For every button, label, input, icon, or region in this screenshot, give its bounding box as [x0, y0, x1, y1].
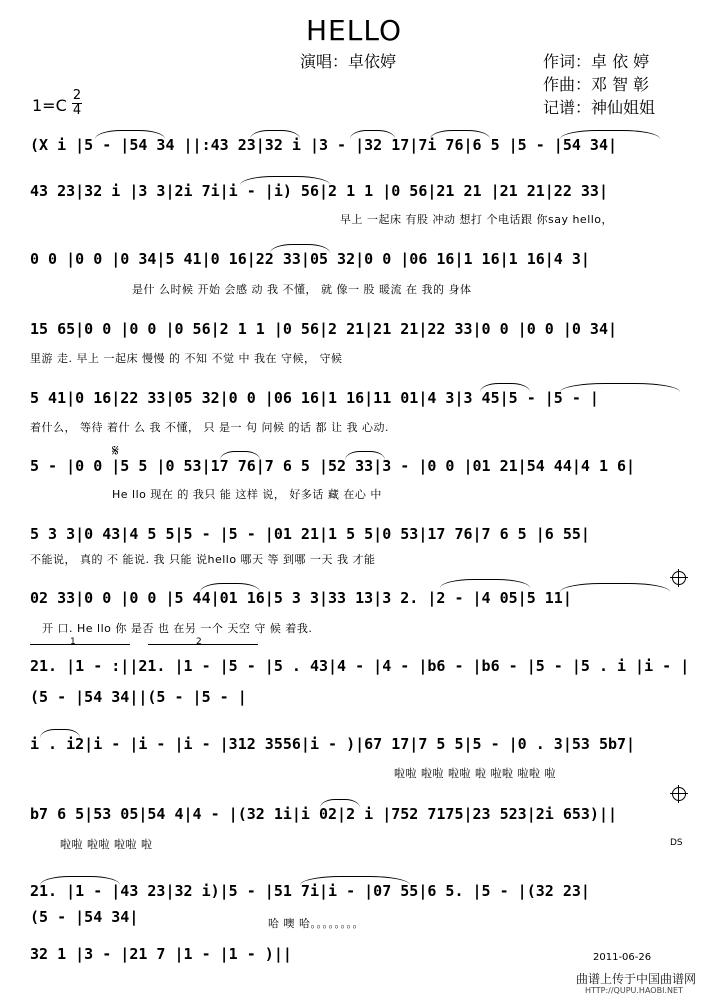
segno-mark: 𝄋 [112, 441, 119, 460]
slur-arc [300, 876, 410, 885]
slur-arc [430, 130, 490, 139]
lyricist-credit: 作词：卓 依 婷 [543, 52, 650, 71]
score-line-10: i . i2|i - |i - |i - |312 3556|i - )|67 17|7 5 5|5 - |0 . 3|53 5b7| [30, 735, 636, 753]
score-line-2: 43 23|32 i |3 3|2i 7i|i - |i) 56|2 1 1 |0 56|21 21 |21 21|22 33| [30, 182, 608, 200]
date-stamp: 2011-06-26 [593, 952, 652, 963]
slur-arc [220, 451, 260, 460]
score-line-5: 5 41|0 16|22 33|05 32|0 0 |06 16|1 16|11 01|4 3|3 45|5 - |5 - | [30, 389, 599, 407]
site-credit: 曲谱上传于中国曲谱网 [576, 972, 697, 986]
transcriber-credit: 记谱：神仙姐姐 [543, 98, 656, 117]
slur-arc [40, 729, 80, 738]
score-line-7: 5 3 3|0 43|4 5 5|5 - |5 - |01 21|1 5 5|0 53|17 76|7 6 5 |6 55| [30, 525, 590, 543]
ds-mark: DS [670, 838, 683, 848]
lyric-line-4: 里游 走. 早上 一起床 慢慢 的 不知 不觉 中 我在 守候， 守候 [30, 352, 343, 365]
meter-bottom: 4 [72, 103, 82, 118]
lyric-line-3: 是什 么时候 开始 会感 动 我 不懂， 就 像一 股 暖流 在 我的 身体 [132, 283, 472, 296]
time-signature [72, 90, 82, 117]
lyric-line-5: 着什么， 等待 着什 么 我 不懂， 只 是一 句 问候 的话 都 让 我 心动. [30, 421, 389, 434]
credits-block [543, 50, 655, 119]
slur-arc [350, 130, 395, 139]
score-line-12-lower: (5 - |54 34| [30, 908, 139, 926]
score-line-9: 21. |1 - :||21. |1 - |5 - |5 . 43|4 - |4 - |b6 - |b6 - |5 - |5 . i |i - | [30, 657, 690, 675]
volta-2-bracket [148, 644, 258, 645]
slur-arc [560, 583, 670, 592]
slur-arc [240, 176, 330, 185]
slur-arc [200, 583, 260, 592]
volta-1-label: 1 [70, 637, 76, 647]
song-title: HELLO [306, 14, 402, 47]
meter-top: 2 [72, 88, 82, 103]
composer-credit: 作曲：邓 智 彰 [543, 75, 650, 94]
singer-credit: 演唱：卓依婷 [300, 52, 397, 71]
slur-arc [440, 579, 530, 588]
slur-arc [560, 383, 680, 392]
slur-arc [40, 876, 120, 885]
slur-arc [345, 451, 385, 460]
score-line-8: 02 33|0 0 |0 0 |5 44|01 16|5 3 3|33 13|3 2. |2 - |4 05|5 11| [30, 589, 572, 607]
lyric-line-8: 开 口. He llo 你 是否 也 在另 一个 天空 守 候 着我. [42, 622, 313, 635]
lyric-line-7: 不能说， 真的 不 能说. 我 只能 说hello 哪天 等 到哪 一天 我 才能 [30, 553, 376, 566]
slur-arc [320, 799, 360, 808]
slur-arc [250, 130, 300, 139]
lyric-line-6: He llo 现在 的 我只 能 这样 说， 好多话 藏 在心 中 [112, 488, 382, 501]
coda-mark-1 [672, 571, 686, 585]
slur-arc [95, 130, 165, 139]
score-line-13: 32 1 |3 - |21 7 |1 - |1 - )|| [30, 945, 292, 963]
slur-arc [270, 244, 330, 253]
lyric-line-12: 哈 噢 哈。。。。。。。。 [268, 917, 364, 930]
lyric-line-11: 啦啦 啦啦 啦啦 啦 [60, 838, 153, 851]
slur-arc [480, 383, 530, 392]
slur-arc [560, 130, 660, 139]
score-line-11: b7 6 5|53 05|54 4|4 - |(32 1i|i 02|2 i |752 7175|23 523|2i 653)|| [30, 805, 617, 823]
coda-mark-2 [672, 787, 686, 801]
score-line-6: 5 - |0 0 |5 5 |0 53|17 76|7 6 5 |52 33|3 - |0 0 |01 21|54 44|4 1 6| [30, 457, 636, 475]
volta-1-bracket [30, 644, 130, 645]
site-url: HTTP://QUPU.HAOBI.NET [585, 986, 683, 995]
score-line-1: (X i |5 - |54 34 ||:43 23|32 i |3 - |32 17|7i 76|6 5 |5 - |54 34| [30, 136, 617, 154]
score-line-4: 15 65|0 0 |0 0 |0 56|2 1 1 |0 56|2 21|21 21|22 33|0 0 |0 0 |0 34| [30, 320, 617, 338]
lyric-line-10: 啦啦 啦啦 啦啦 啦 啦啦 啦啦 啦 [394, 767, 556, 780]
lyric-line-2: 早上 一起床 有股 冲动 想打 个电话跟 你say hello， [340, 213, 614, 226]
volta-2-label: 2 [196, 637, 202, 647]
key-signature: 1=C [32, 96, 67, 115]
score-line-12: 21. |1 - |43 23|32 i)|5 - |51 7i|i - |07 55|6 5. |5 - |(32 23| [30, 882, 590, 900]
score-line-3: 0 0 |0 0 |0 34|5 41|0 16|22 33|05 32|0 0 |06 16|1 16|1 16|4 3| [30, 250, 590, 268]
score-line-9-lower: (5 - |54 34||(5 - |5 - | [30, 688, 247, 706]
